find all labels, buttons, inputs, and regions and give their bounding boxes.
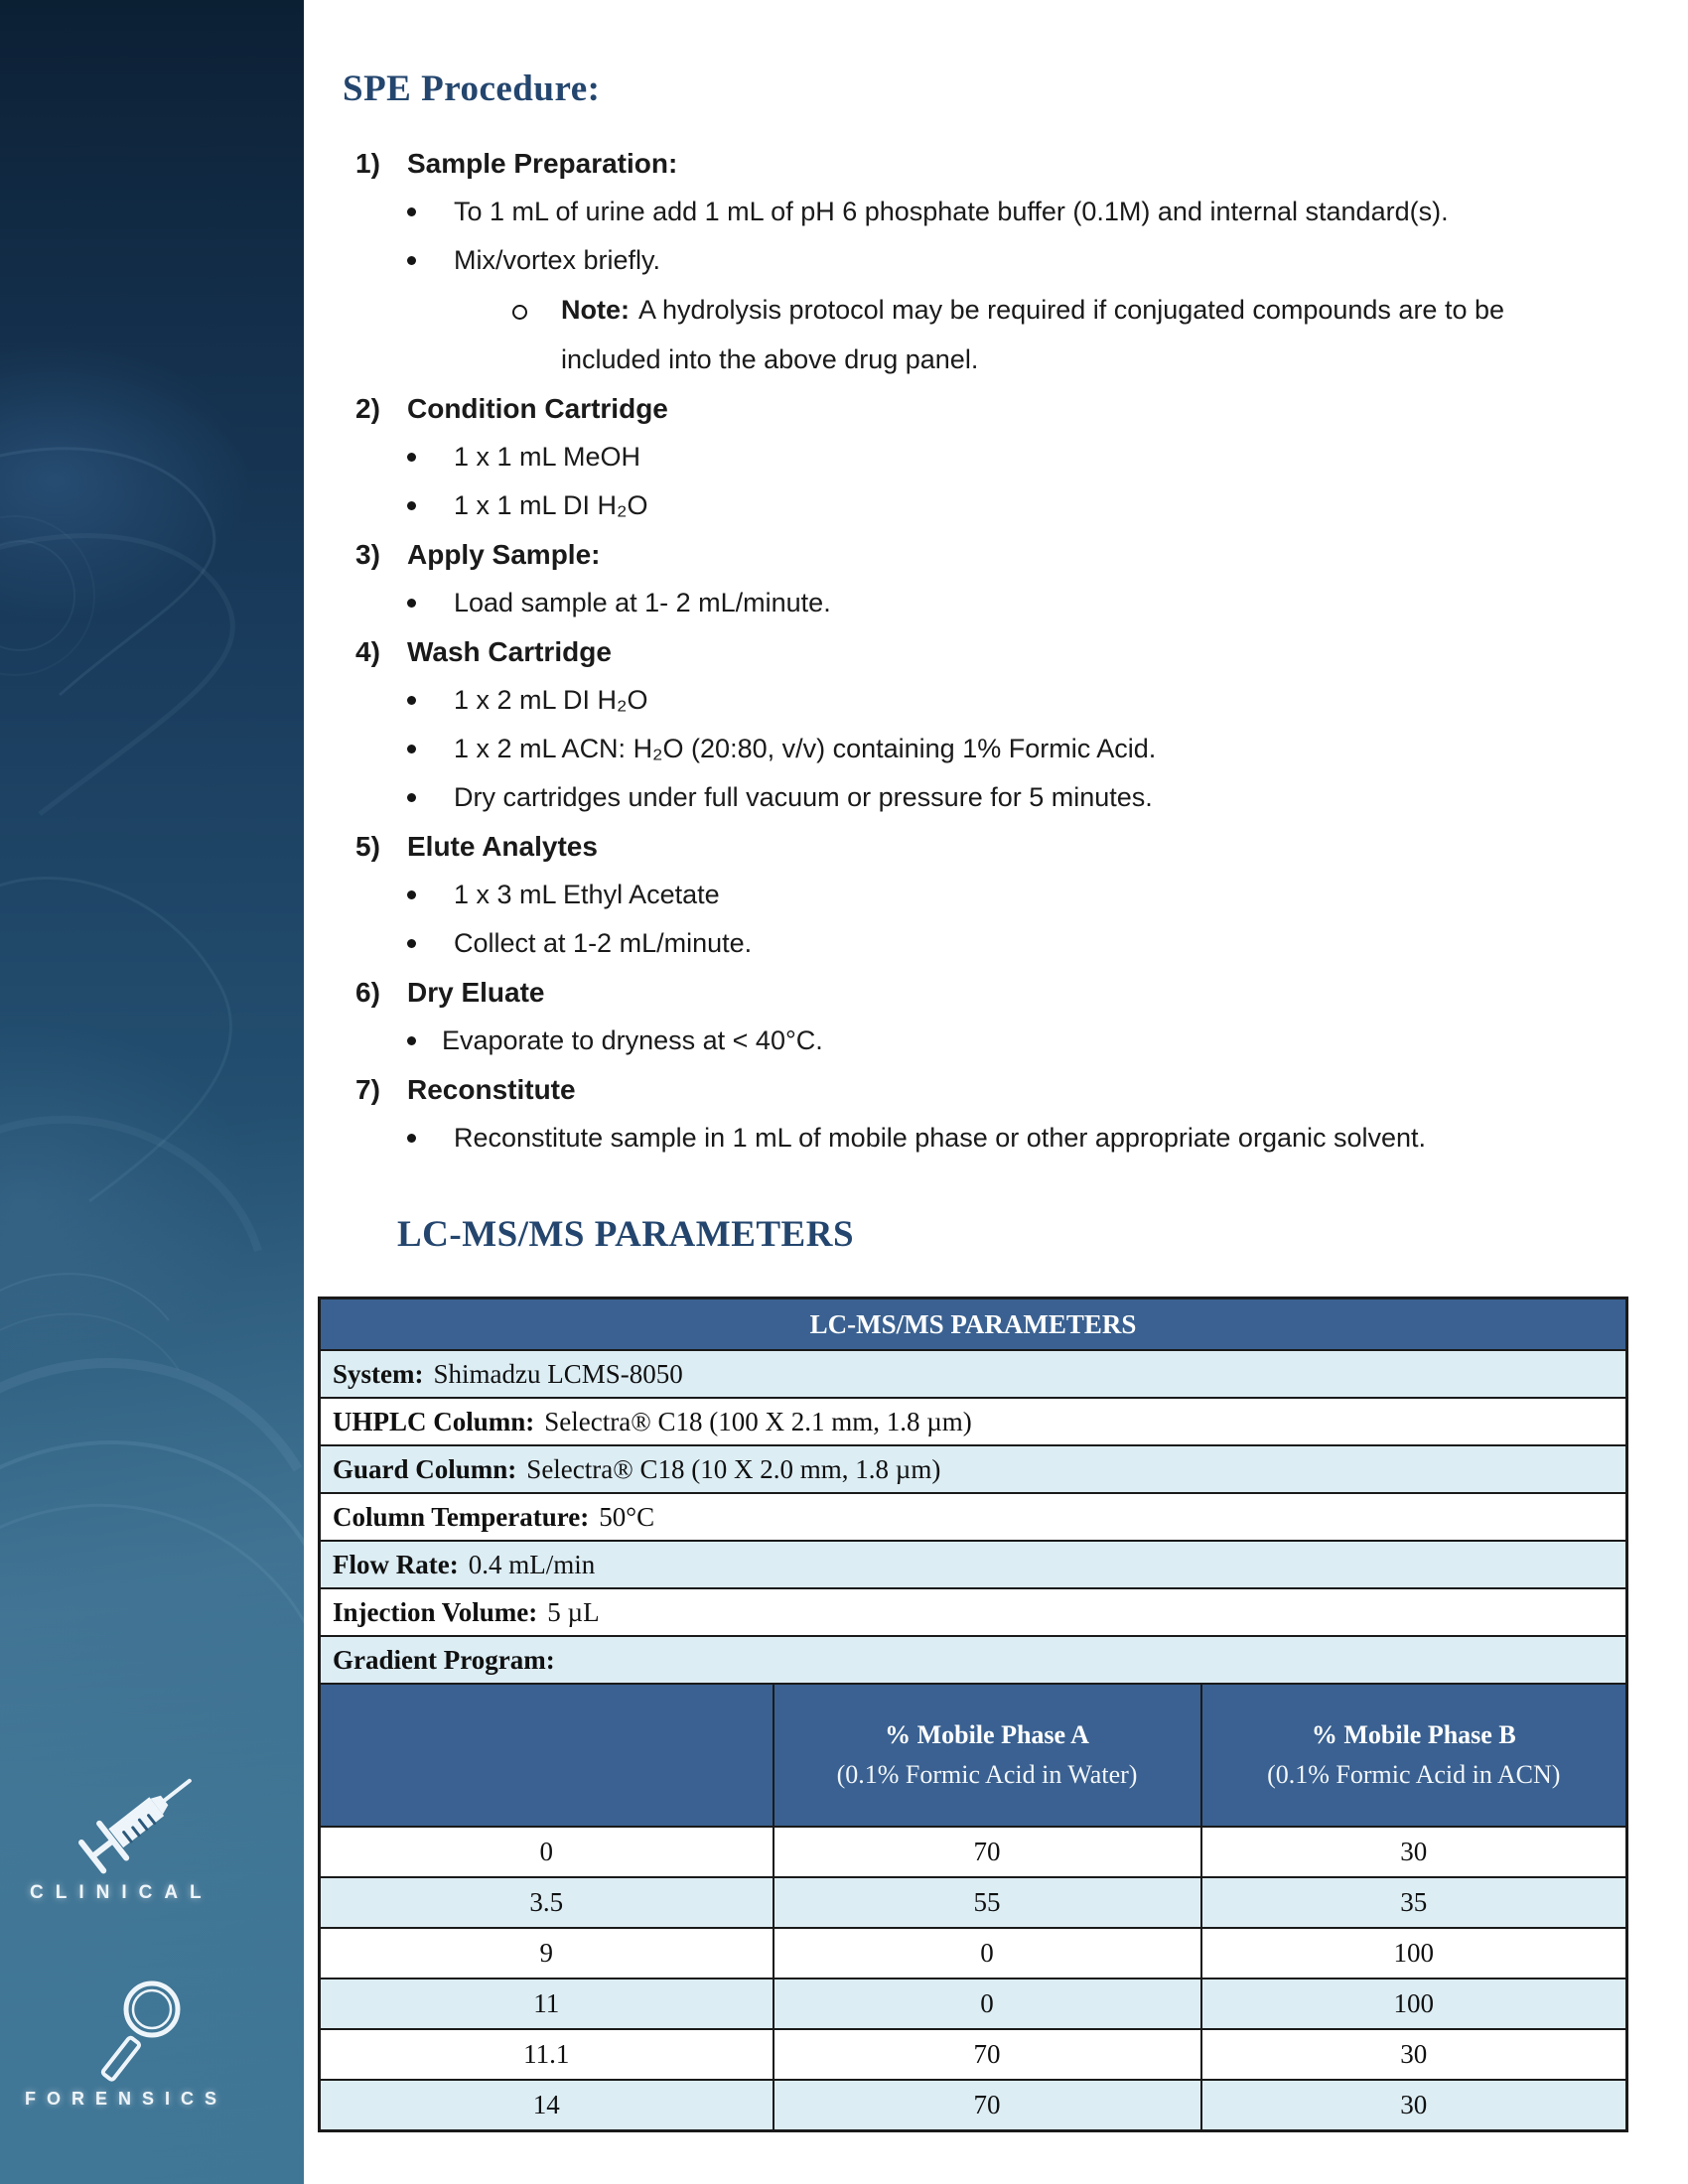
spe-procedure-list xyxy=(304,139,1648,1162)
step-title: Wash Cartridge xyxy=(407,635,612,667)
gradient-cell-phase-b: 100 xyxy=(1201,1979,1627,2029)
param-row xyxy=(320,1493,1627,1541)
list-item xyxy=(304,919,1648,968)
bullet-text: A hydrolysis protocol may be required if conjugated compounds are to be included into the above drug panel. xyxy=(561,295,1505,374)
gradient-data-row xyxy=(320,2029,1627,2080)
bullet-text: 1 x 1 mL MeOH xyxy=(454,442,641,472)
step-title: Elute Analytes xyxy=(407,830,598,862)
lcms-parameters-table xyxy=(318,1297,1628,2132)
note-text xyxy=(561,285,1594,384)
param-row xyxy=(320,1350,1627,1398)
circle-bullet-icon xyxy=(512,305,527,320)
list-item xyxy=(304,1017,1648,1065)
gradient-cell-time: 3.5 xyxy=(320,1877,774,1928)
list-item xyxy=(304,773,1648,822)
bullet-icon xyxy=(407,501,416,510)
param-value: 50°C xyxy=(599,1501,655,1532)
note-label: Note: xyxy=(561,295,630,325)
list-item xyxy=(304,871,1648,919)
clinical-label: CLINICAL xyxy=(30,1882,213,1903)
phase-b-title: % Mobile Phase B xyxy=(1311,1720,1516,1749)
bullet-text: To 1 mL of urine add 1 mL of pH 6 phosphate buffer (0.1M) and internal standard(s). xyxy=(454,197,1449,226)
bullet-text: Collect at 1-2 mL/minute. xyxy=(454,928,753,958)
param-value: 0.4 mL/min xyxy=(468,1549,596,1579)
gradient-cell-time: 11 xyxy=(320,1979,774,2029)
list-item xyxy=(304,725,1648,773)
spe-procedure-heading: SPE Procedure: xyxy=(343,68,601,109)
bullet-icon xyxy=(407,1134,416,1143)
gradient-header-time xyxy=(320,1684,774,1827)
step-number: 7) xyxy=(355,1073,380,1105)
param-row xyxy=(320,1445,1627,1493)
bullet-text: Reconstitute sample in 1 mL of mobile phase or other appropriate organic solvent. xyxy=(454,1123,1427,1153)
phase-a-subtitle: (0.1% Formic Acid in Water) xyxy=(836,1760,1138,1789)
bullet-icon xyxy=(407,1036,416,1045)
gradient-cell-time: 14 xyxy=(320,2080,774,2131)
param-row xyxy=(320,1398,1627,1445)
forensics-label: FORENSICS xyxy=(25,2089,228,2109)
bullet-icon xyxy=(407,745,416,753)
bullet-icon xyxy=(407,599,416,608)
param-label: System: xyxy=(333,1358,424,1389)
bullet-text: 1 x 3 mL Ethyl Acetate xyxy=(454,880,720,909)
list-item xyxy=(304,236,1648,285)
bullet-icon xyxy=(407,793,416,802)
gradient-cell-phase-a: 70 xyxy=(774,1827,1201,1877)
step-number: 5) xyxy=(355,830,380,862)
phase-a-title: % Mobile Phase A xyxy=(885,1720,1089,1749)
gradient-cell-phase-a: 0 xyxy=(774,1979,1201,2029)
bullet-text: Evaporate to dryness at < 40°C. xyxy=(442,1025,823,1055)
step-item xyxy=(304,968,1648,1017)
bullet-text: Mix/vortex briefly. xyxy=(454,245,661,275)
bullet-text: 1 x 2 mL DI H₂O xyxy=(454,685,648,715)
gradient-cell-time: 9 xyxy=(320,1928,774,1979)
param-label: Injection Volume: xyxy=(333,1596,538,1627)
bullet-icon xyxy=(407,207,416,216)
step-title: Condition Cartridge xyxy=(407,392,668,424)
gradient-data-row xyxy=(320,2080,1627,2131)
table-title: LC-MS/MS PARAMETERS xyxy=(320,1298,1627,1351)
list-item xyxy=(304,676,1648,725)
gradient-header-row xyxy=(320,1684,1627,1827)
document-body xyxy=(304,0,1688,2184)
param-value: Selectra® C18 (10 X 2.0 mm, 1.8 µm) xyxy=(526,1453,941,1484)
bullet-icon xyxy=(407,256,416,265)
param-row xyxy=(320,1541,1627,1588)
gradient-cell-time: 11.1 xyxy=(320,2029,774,2080)
step-number: 1) xyxy=(355,147,380,179)
bullet-text: Dry cartridges under full vacuum or pressure for 5 minutes. xyxy=(454,782,1153,812)
syringe-icon xyxy=(62,1739,220,1898)
gradient-header-phase-a xyxy=(774,1684,1201,1827)
sidebar xyxy=(0,0,304,2184)
bullet-text: 1 x 1 mL DI H₂O xyxy=(454,490,648,520)
gradient-cell-phase-b: 30 xyxy=(1201,2029,1627,2080)
step-title: Sample Preparation: xyxy=(407,147,678,179)
gradient-cell-phase-a: 55 xyxy=(774,1877,1201,1928)
step-item xyxy=(304,1065,1648,1114)
param-value: Shimadzu LCMS-8050 xyxy=(433,1358,683,1389)
param-label: Guard Column: xyxy=(333,1453,517,1484)
list-item-note xyxy=(304,285,1648,384)
gradient-data-row xyxy=(320,1827,1627,1877)
gradient-cell-phase-b: 30 xyxy=(1201,1827,1627,1877)
list-item xyxy=(304,1114,1648,1162)
step-item xyxy=(304,627,1648,676)
param-label: Flow Rate: xyxy=(333,1549,459,1579)
param-row xyxy=(320,1636,1627,1684)
param-row xyxy=(320,1588,1627,1636)
bullet-text: Load sample at 1- 2 mL/minute. xyxy=(454,588,831,617)
gradient-data-row xyxy=(320,1877,1627,1928)
gradient-data-row xyxy=(320,1979,1627,2029)
list-item xyxy=(304,579,1648,627)
list-item xyxy=(304,188,1648,236)
gradient-cell-phase-a: 0 xyxy=(774,1928,1201,1979)
step-number: 4) xyxy=(355,635,380,667)
param-label: UHPLC Column: xyxy=(333,1406,535,1436)
list-item xyxy=(304,433,1648,481)
bullet-icon xyxy=(407,696,416,705)
step-title: Apply Sample: xyxy=(407,538,601,570)
gradient-header-phase-b xyxy=(1201,1684,1627,1827)
step-number: 3) xyxy=(355,538,380,570)
phase-b-subtitle: (0.1% Formic Acid in ACN) xyxy=(1267,1760,1561,1789)
step-title: Reconstitute xyxy=(407,1073,576,1105)
step-item xyxy=(304,139,1648,188)
table-title-row xyxy=(320,1298,1627,1351)
list-item xyxy=(304,481,1648,530)
param-label: Gradient Program: xyxy=(333,1644,555,1675)
step-item xyxy=(304,384,1648,433)
step-title: Dry Eluate xyxy=(407,976,545,1008)
gradient-cell-phase-a: 70 xyxy=(774,2080,1201,2131)
step-item xyxy=(304,530,1648,579)
gradient-cell-phase-b: 100 xyxy=(1201,1928,1627,1979)
step-number: 6) xyxy=(355,976,380,1008)
step-number: 2) xyxy=(355,392,380,424)
bullet-icon xyxy=(407,890,416,899)
gradient-data-row xyxy=(320,1928,1627,1979)
gradient-cell-phase-b: 35 xyxy=(1201,1877,1627,1928)
param-value: Selectra® C18 (100 X 2.1 mm, 1.8 µm) xyxy=(544,1406,972,1436)
bullet-icon xyxy=(407,939,416,948)
bullet-text: 1 x 2 mL ACN: H₂O (20:80, v/v) containing 1% Formic Acid. xyxy=(454,734,1157,763)
gradient-cell-phase-b: 30 xyxy=(1201,2080,1627,2131)
bullet-icon xyxy=(407,453,416,462)
lcms-parameters-heading: LC-MS/MS PARAMETERS xyxy=(397,1214,855,1255)
param-label: Column Temperature: xyxy=(333,1501,590,1532)
gradient-cell-time: 0 xyxy=(320,1827,774,1877)
step-item xyxy=(304,822,1648,871)
param-value: 5 µL xyxy=(547,1596,600,1627)
magnifier-icon xyxy=(77,1968,207,2097)
gradient-cell-phase-a: 70 xyxy=(774,2029,1201,2080)
